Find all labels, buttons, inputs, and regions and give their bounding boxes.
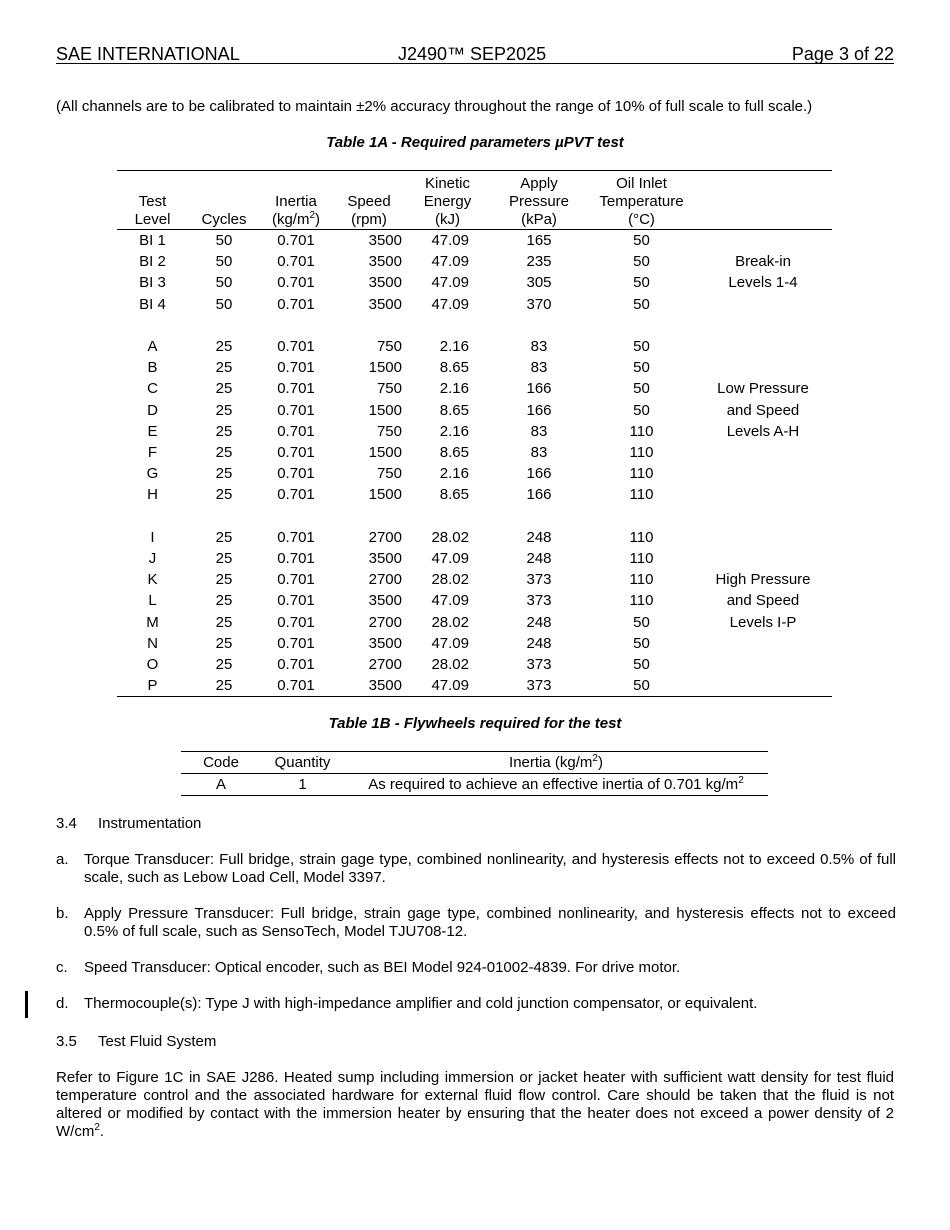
table-row bbox=[117, 633, 832, 654]
table-cell: 248 bbox=[526, 550, 552, 568]
table-row bbox=[117, 336, 832, 357]
table-cell: 248 bbox=[526, 613, 552, 631]
table-cell: 235 bbox=[526, 253, 552, 271]
table-cell: 8.65 bbox=[439, 444, 469, 462]
group-label-empty bbox=[694, 633, 832, 654]
group-label: Levels 1-4 bbox=[728, 274, 798, 292]
table-cell: 25 bbox=[215, 465, 233, 483]
table-cell: B bbox=[147, 359, 158, 377]
table-cell: 25 bbox=[215, 401, 233, 419]
table-cell: 0.701 bbox=[277, 295, 315, 313]
table-cell: 25 bbox=[215, 571, 233, 589]
table-cell: 8.65 bbox=[439, 359, 469, 377]
table-cell: 25 bbox=[215, 613, 233, 631]
table-cell: A bbox=[147, 338, 158, 355]
table-cell: C bbox=[147, 380, 158, 398]
flywheel-code: A bbox=[215, 776, 226, 793]
table-cell: 25 bbox=[215, 528, 233, 546]
table-cell: 0.701 bbox=[277, 677, 315, 695]
table-cell: 25 bbox=[215, 380, 233, 398]
table-cell: G bbox=[146, 465, 159, 483]
list-item-label: c. bbox=[56, 959, 68, 976]
list-item-label: a. bbox=[56, 851, 69, 868]
table-cell: 25 bbox=[215, 677, 233, 695]
table-cell: 3500 bbox=[368, 274, 402, 292]
table-cell: 1500 bbox=[368, 359, 402, 377]
col-header-code: Code bbox=[203, 754, 239, 771]
table-cell: 373 bbox=[526, 571, 552, 589]
table-1a bbox=[117, 170, 832, 697]
table-row bbox=[117, 484, 832, 505]
table-cell: 248 bbox=[526, 634, 552, 652]
table-1a-header-row bbox=[117, 171, 832, 230]
table-cell: K bbox=[147, 571, 158, 589]
table-cell: 25 bbox=[215, 359, 233, 377]
group-label-empty bbox=[694, 357, 832, 378]
table-cell: 28.02 bbox=[431, 571, 469, 589]
table-cell: 50 bbox=[633, 295, 650, 313]
calibration-note: (All channels are to be calibrated to maintain ±2% accuracy throughout the range of 10% of full scale to full scale.) bbox=[56, 98, 813, 115]
header-doc-id: J2490™ SEP2025 bbox=[398, 44, 547, 64]
table-cell: 50 bbox=[215, 232, 233, 249]
section-3-5-number: 3.5 bbox=[56, 1033, 77, 1050]
table-cell: 110 bbox=[629, 486, 654, 504]
table-row bbox=[117, 463, 832, 484]
table-cell: 2700 bbox=[368, 528, 402, 546]
table-cell: E bbox=[147, 422, 158, 440]
table-cell: 0.701 bbox=[277, 253, 315, 271]
table-cell: 0.701 bbox=[277, 550, 315, 568]
table-cell: F bbox=[147, 444, 158, 462]
table-cell: 0.701 bbox=[277, 592, 315, 610]
table-cell: D bbox=[147, 401, 158, 419]
table-cell: 47.09 bbox=[431, 295, 469, 313]
table-cell: 0.701 bbox=[277, 422, 315, 440]
table-1a-caption: Table 1A - Required parameters µPVT test bbox=[326, 134, 624, 151]
table-cell: 47.09 bbox=[431, 592, 469, 610]
table-cell: 50 bbox=[633, 613, 650, 631]
table-cell: 47.09 bbox=[431, 274, 469, 292]
list-item-label: d. bbox=[56, 995, 69, 1012]
table-1a-body bbox=[117, 230, 832, 697]
col-header-apply-pressure: Apply Pressure (kPa) bbox=[508, 175, 570, 228]
table-cell: H bbox=[147, 486, 158, 504]
table-cell: 166 bbox=[526, 380, 552, 398]
table-cell: 25 bbox=[215, 592, 233, 610]
group-label-empty bbox=[694, 484, 832, 505]
group-label-empty bbox=[694, 336, 832, 357]
table-cell: 166 bbox=[526, 401, 552, 419]
list-item bbox=[56, 995, 896, 1013]
table-cell: 2700 bbox=[368, 613, 402, 631]
table-cell: 370 bbox=[526, 295, 552, 313]
table-cell: 28.02 bbox=[431, 528, 469, 546]
table-cell: 3500 bbox=[368, 295, 402, 313]
table-cell: 83 bbox=[530, 444, 548, 462]
col-header-flywheel-inertia: Inertia $(kg/m^2)$ bbox=[509, 753, 603, 771]
table-row bbox=[117, 230, 832, 252]
table-row bbox=[117, 378, 832, 399]
col-header-quantity: Quantity bbox=[274, 754, 331, 771]
table-cell: O bbox=[146, 656, 159, 674]
table-cell: 83 bbox=[530, 338, 548, 355]
table-cell: 110 bbox=[629, 422, 654, 440]
table-cell: 0.701 bbox=[277, 359, 315, 377]
section-3-5-paragraph: Refer to Figure 1C in SAE J286. Heated sump including immersion or jacket heater with sufficient watt density for test fluid temperature control and the associated hardware for external fluid flow control. Care should be taken that the fluid is not altered or modified by contact with the immersion heater by ensuring that the heater does not exceed a power density of 2 $W/cm^2$. bbox=[56, 1069, 894, 1140]
table-cell: 3500 bbox=[368, 592, 402, 610]
table-cell: 110 bbox=[629, 592, 654, 610]
table-row bbox=[117, 272, 832, 293]
table-cell: 3500 bbox=[368, 232, 402, 249]
table-row bbox=[117, 548, 832, 569]
table-cell: 750 bbox=[376, 338, 402, 355]
group-label: Break-in bbox=[735, 253, 791, 271]
group-label: and Speed bbox=[726, 401, 800, 419]
table-cell: I bbox=[150, 528, 155, 546]
table-cell: 2700 bbox=[368, 571, 402, 589]
table-cell: 0.701 bbox=[277, 444, 315, 462]
table-spacer-row bbox=[117, 315, 832, 336]
header-org: SAE INTERNATIONAL bbox=[56, 44, 240, 64]
list-item-label: b. bbox=[56, 905, 69, 922]
table-cell: 1500 bbox=[368, 401, 402, 419]
table-cell: 28.02 bbox=[431, 656, 469, 674]
table-row bbox=[117, 675, 832, 697]
group-label-empty bbox=[694, 527, 832, 548]
table-cell: 0.701 bbox=[277, 274, 315, 292]
table-cell: 25 bbox=[215, 656, 233, 674]
table-cell: BI 3 bbox=[139, 274, 166, 292]
col-header-oil-temperature: Oil Inlet Temperature (°C) bbox=[599, 175, 684, 228]
table-cell: 50 bbox=[215, 253, 233, 271]
list-item bbox=[56, 851, 896, 887]
table-cell: 305 bbox=[526, 274, 552, 292]
table-cell: 0.701 bbox=[277, 634, 315, 652]
table-cell: 0.701 bbox=[277, 465, 315, 483]
table-cell: 373 bbox=[526, 592, 552, 610]
group-label: Levels I-P bbox=[729, 613, 797, 631]
revision-change-bar bbox=[25, 991, 28, 1018]
table-cell: BI 1 bbox=[139, 232, 166, 249]
table-cell: 28.02 bbox=[431, 613, 469, 631]
col-header-cycles: Cycles bbox=[201, 211, 247, 228]
list-item-text: Torque Transducer: Full bridge, strain gage type, combined nonlinearity, and hysteresis effects not to exceed 0.5% of full scale, such as Lebow Load Cell, Model 3397. bbox=[84, 851, 896, 886]
table-cell: 47.09 bbox=[431, 232, 469, 249]
list-item-text: Thermocouple(s): Type J with high-impedance amplifier and cold junction compensator, or equivalent. bbox=[84, 995, 758, 1012]
table-cell: 50 bbox=[633, 677, 650, 695]
header-rule bbox=[56, 63, 894, 64]
table-cell: 50 bbox=[633, 359, 650, 377]
table-cell: J bbox=[148, 550, 157, 568]
group-label: High Pressure bbox=[715, 571, 811, 589]
table-row bbox=[117, 400, 832, 421]
table-cell: 2.16 bbox=[439, 338, 469, 355]
table-cell: 25 bbox=[215, 444, 233, 462]
table-cell: 0.701 bbox=[277, 380, 315, 398]
table-row bbox=[117, 569, 832, 590]
section-3-5-title: Test Fluid System bbox=[98, 1033, 217, 1050]
col-header-kinetic-energy: Kinetic Energy (kJ) bbox=[423, 175, 472, 228]
table-cell: 25 bbox=[215, 634, 233, 652]
group-label-empty bbox=[694, 230, 832, 252]
group-label: and Speed bbox=[726, 592, 800, 610]
table-cell: 750 bbox=[376, 422, 402, 440]
table-cell: 50 bbox=[633, 338, 650, 355]
table-cell: 47.09 bbox=[431, 550, 469, 568]
table-row bbox=[117, 442, 832, 463]
group-label: Levels A-H bbox=[726, 422, 800, 440]
table-row bbox=[117, 357, 832, 378]
list-item-text: Apply Pressure Transducer: Full bridge, strain gage type, combined nonlinearity, and hysteresis effects not to exceed 0.5% of full scale, such as SensoTech, Model TJU708-12. bbox=[84, 905, 896, 940]
group-label-empty bbox=[694, 654, 832, 675]
table-cell: 110 bbox=[629, 571, 654, 589]
table-cell: 2.16 bbox=[439, 422, 469, 440]
table-cell: 750 bbox=[376, 465, 402, 483]
table-cell: 0.701 bbox=[277, 232, 315, 249]
table-cell: 50 bbox=[215, 295, 233, 313]
table-cell: 110 bbox=[629, 465, 654, 483]
table-1b-caption: Table 1B - Flywheels required for the test bbox=[328, 715, 622, 732]
table-cell: 248 bbox=[526, 528, 552, 546]
flywheel-inertia: As required to achieve an effective inertia of 0.701 $kg/m^2$ bbox=[368, 775, 744, 793]
table-cell: 25 bbox=[215, 338, 233, 355]
col-header-inertia: Inertia $(kg/m^2)$ bbox=[271, 193, 321, 228]
table-cell: 1500 bbox=[368, 486, 402, 504]
table-cell: 50 bbox=[633, 232, 650, 249]
table-cell: 0.701 bbox=[277, 571, 315, 589]
group-label-empty bbox=[694, 463, 832, 484]
group-label-empty bbox=[694, 675, 832, 697]
table-cell: 750 bbox=[376, 380, 402, 398]
table-cell: 3500 bbox=[368, 634, 402, 652]
section-3-4-number: 3.4 bbox=[56, 815, 77, 832]
table-cell: 50 bbox=[633, 253, 650, 271]
table-row bbox=[117, 527, 832, 548]
table-cell: 8.65 bbox=[439, 401, 469, 419]
col-header-group bbox=[694, 171, 832, 230]
table-row bbox=[117, 654, 832, 675]
table-cell: 3500 bbox=[368, 677, 402, 695]
list-item bbox=[56, 959, 896, 977]
group-label-empty bbox=[694, 548, 832, 569]
table-cell: 47.09 bbox=[431, 634, 469, 652]
table-row bbox=[117, 612, 832, 633]
table-row bbox=[117, 251, 832, 272]
table-1b-header-row bbox=[181, 752, 768, 774]
table-cell: 50 bbox=[633, 634, 650, 652]
flywheel-quantity: 1 bbox=[298, 776, 307, 793]
table-cell: BI 2 bbox=[139, 253, 166, 271]
table-cell: 50 bbox=[633, 401, 650, 419]
table-cell: 0.701 bbox=[277, 486, 315, 504]
header-page-number: Page 3 of 22 bbox=[791, 44, 894, 64]
table-cell: 165 bbox=[526, 232, 552, 249]
section-3-4-title: Instrumentation bbox=[98, 815, 202, 832]
table-row bbox=[117, 294, 832, 315]
table-cell: 110 bbox=[629, 528, 654, 546]
group-label-empty bbox=[694, 442, 832, 463]
table-cell: 1500 bbox=[368, 444, 402, 462]
col-header-speed: Speed (rpm) bbox=[347, 193, 391, 228]
table-cell: 166 bbox=[526, 465, 552, 483]
table-cell: 110 bbox=[629, 444, 654, 462]
table-cell: 25 bbox=[215, 486, 233, 504]
table-cell: 3500 bbox=[368, 253, 402, 271]
table-cell: 83 bbox=[530, 422, 548, 440]
table-cell: 2700 bbox=[368, 656, 402, 674]
table-cell: 8.65 bbox=[439, 486, 469, 504]
table-cell: 50 bbox=[633, 380, 650, 398]
table-spacer-row bbox=[117, 506, 832, 527]
table-cell: 47.09 bbox=[431, 253, 469, 271]
table-cell: 83 bbox=[530, 359, 548, 377]
group-label: Low Pressure bbox=[717, 380, 809, 398]
group-label-empty bbox=[694, 294, 832, 315]
table-cell: 50 bbox=[633, 656, 650, 674]
table-cell: 166 bbox=[526, 486, 552, 504]
table-cell: 2.16 bbox=[439, 465, 469, 483]
table-row bbox=[117, 590, 832, 611]
table-cell: BI 4 bbox=[139, 295, 166, 313]
table-cell: M bbox=[146, 613, 159, 631]
col-header-test-level: Test Level bbox=[134, 193, 171, 228]
table-cell: 0.701 bbox=[277, 613, 315, 631]
table-cell: 373 bbox=[526, 677, 552, 695]
table-cell: 0.701 bbox=[277, 656, 315, 674]
table-row bbox=[181, 774, 768, 796]
table-row bbox=[117, 421, 832, 442]
table-cell: L bbox=[148, 592, 157, 610]
table-cell: 373 bbox=[526, 656, 552, 674]
table-cell: 25 bbox=[215, 550, 233, 568]
table-cell: 0.701 bbox=[277, 338, 315, 355]
table-cell: 0.701 bbox=[277, 528, 315, 546]
table-cell: 2.16 bbox=[439, 380, 469, 398]
table-cell: 47.09 bbox=[431, 677, 469, 695]
table-1b bbox=[181, 751, 768, 796]
table-cell: 110 bbox=[629, 550, 654, 568]
table-cell: 50 bbox=[633, 274, 650, 292]
table-cell: 25 bbox=[215, 422, 233, 440]
table-cell: 50 bbox=[215, 274, 233, 292]
table-cell: 0.701 bbox=[277, 401, 315, 419]
table-cell: P bbox=[147, 677, 158, 695]
table-cell: N bbox=[147, 634, 158, 652]
list-item bbox=[56, 905, 896, 941]
list-item-text: Speed Transducer: Optical encoder, such as BEI Model 924-01002-4839. For drive motor. bbox=[84, 959, 681, 976]
table-cell: 3500 bbox=[368, 550, 402, 568]
